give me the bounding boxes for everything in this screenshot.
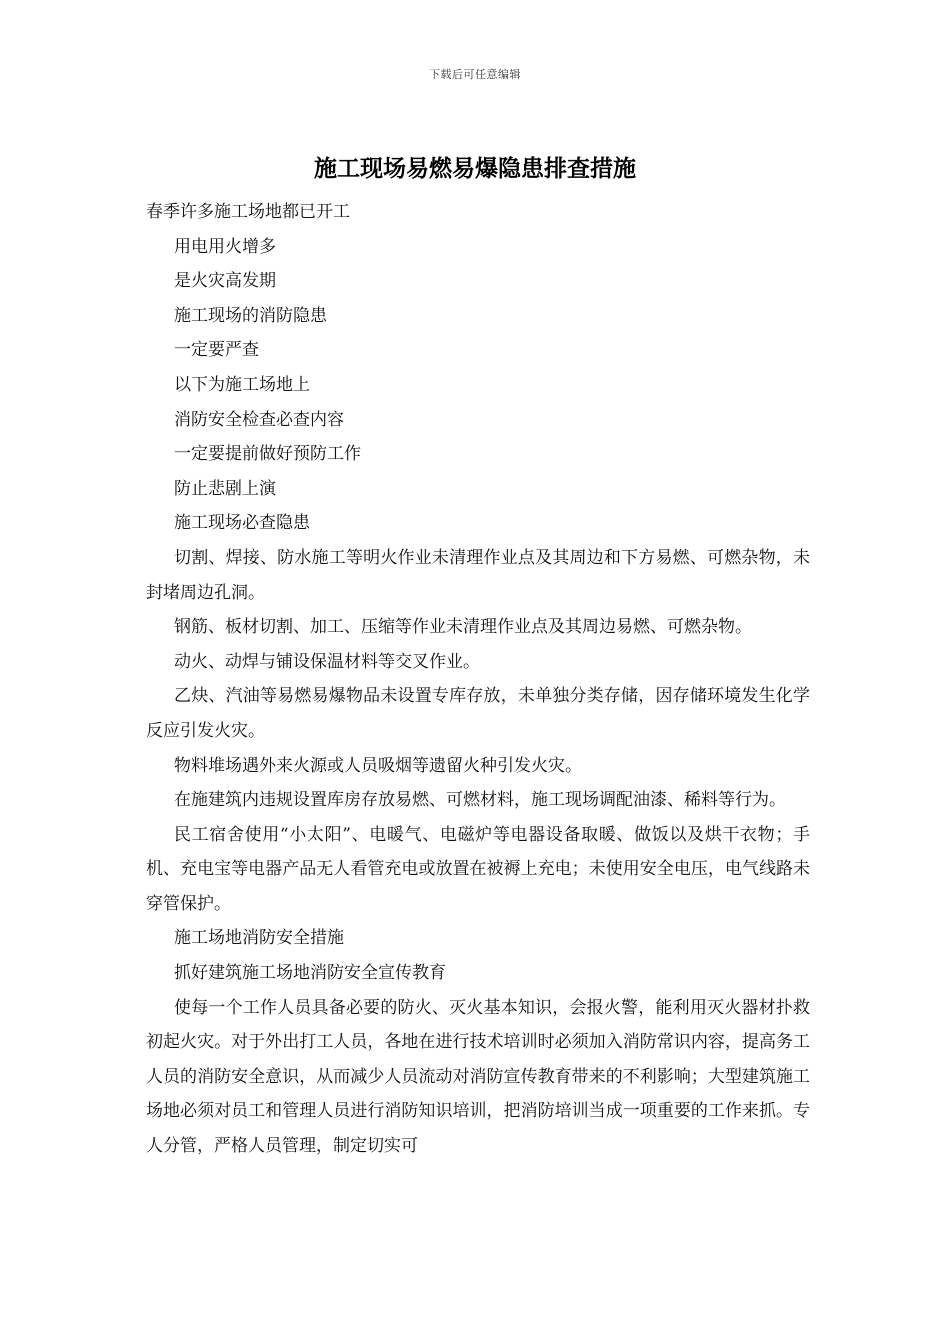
paragraph: 民工宿舍使用“小太阳”、电暖气、电磁炉等电器设备取暖、做饭以及烘干衣物；手机、充电宝等电器产品无人看管充电或放置在被褥上充电；未使用安全电压，电气线路未穿管保护。 [146,824,810,914]
header-note: 下载后可任意编辑 [429,68,521,81]
paragraph: 春季许多施工场地都已开工 [146,202,350,222]
paragraph: 是火灾高发期 [174,271,276,292]
paragraph: 物料堆场遇外来火源或人员吸烟等遗留火种引发火灾。 [174,755,582,776]
subsection-heading: 抓好建筑施工场地消防安全宣传教育 [174,963,446,984]
paragraph: 防止悲剧上演 [174,478,276,499]
section-heading: 施工现场必查隐患 [174,513,310,534]
paragraph: 用电用火增多 [174,236,276,257]
paragraph: 消防安全检查必查内容 [174,409,344,430]
paragraph: 切割、焊接、防水施工等明火作业未清理作业点及其周边和下方易燃、可燃杂物，未封堵周边孔洞。 [146,547,810,603]
paragraph: 一定要提前做好预防工作 [174,444,361,465]
paragraph: 动火、动焊与铺设保温材料等交叉作业。 [174,651,480,672]
paragraph: 施工现场的消防隐患 [174,305,327,326]
paragraph: 钢筋、板材切割、加工、压缩等作业未清理作业点及其周边易燃、可燃杂物。 [174,617,752,638]
paragraph: 使每一个工作人员具备必要的防火、灭火基本知识，会报火警，能利用灭火器材扑救初起火灾。对于外出打工人员，各地在进行技术培训时必须加入消防常识内容，提高务工人员的消防安全意识，从而减少人员流动对消防宣传教育带来的不利影响；大型建筑施工场地必须对员工和管理人员进行消防知识培训，把消防培训当成一项重要的工作来抓。专人分管，严格人员管理，制定切实可 [146,997,810,1157]
section-heading: 施工场地消防安全措施 [174,928,344,949]
paragraph: 乙炔、汽油等易燃易爆物品未设置专库存放，未单独分类存储，因存储环境发生化学反应引发火灾。 [146,686,810,741]
document-title: 施工现场易燃易爆隐患排查措施 [314,155,636,182]
paragraph: 在施建筑内违规设置库房存放易燃、可燃材料，施工现场调配油漆、稀料等行为。 [174,790,786,811]
paragraph: 一定要严查 [174,340,259,361]
document-body [146,195,810,1164]
paragraph: 以下为施工场地上 [174,374,310,395]
